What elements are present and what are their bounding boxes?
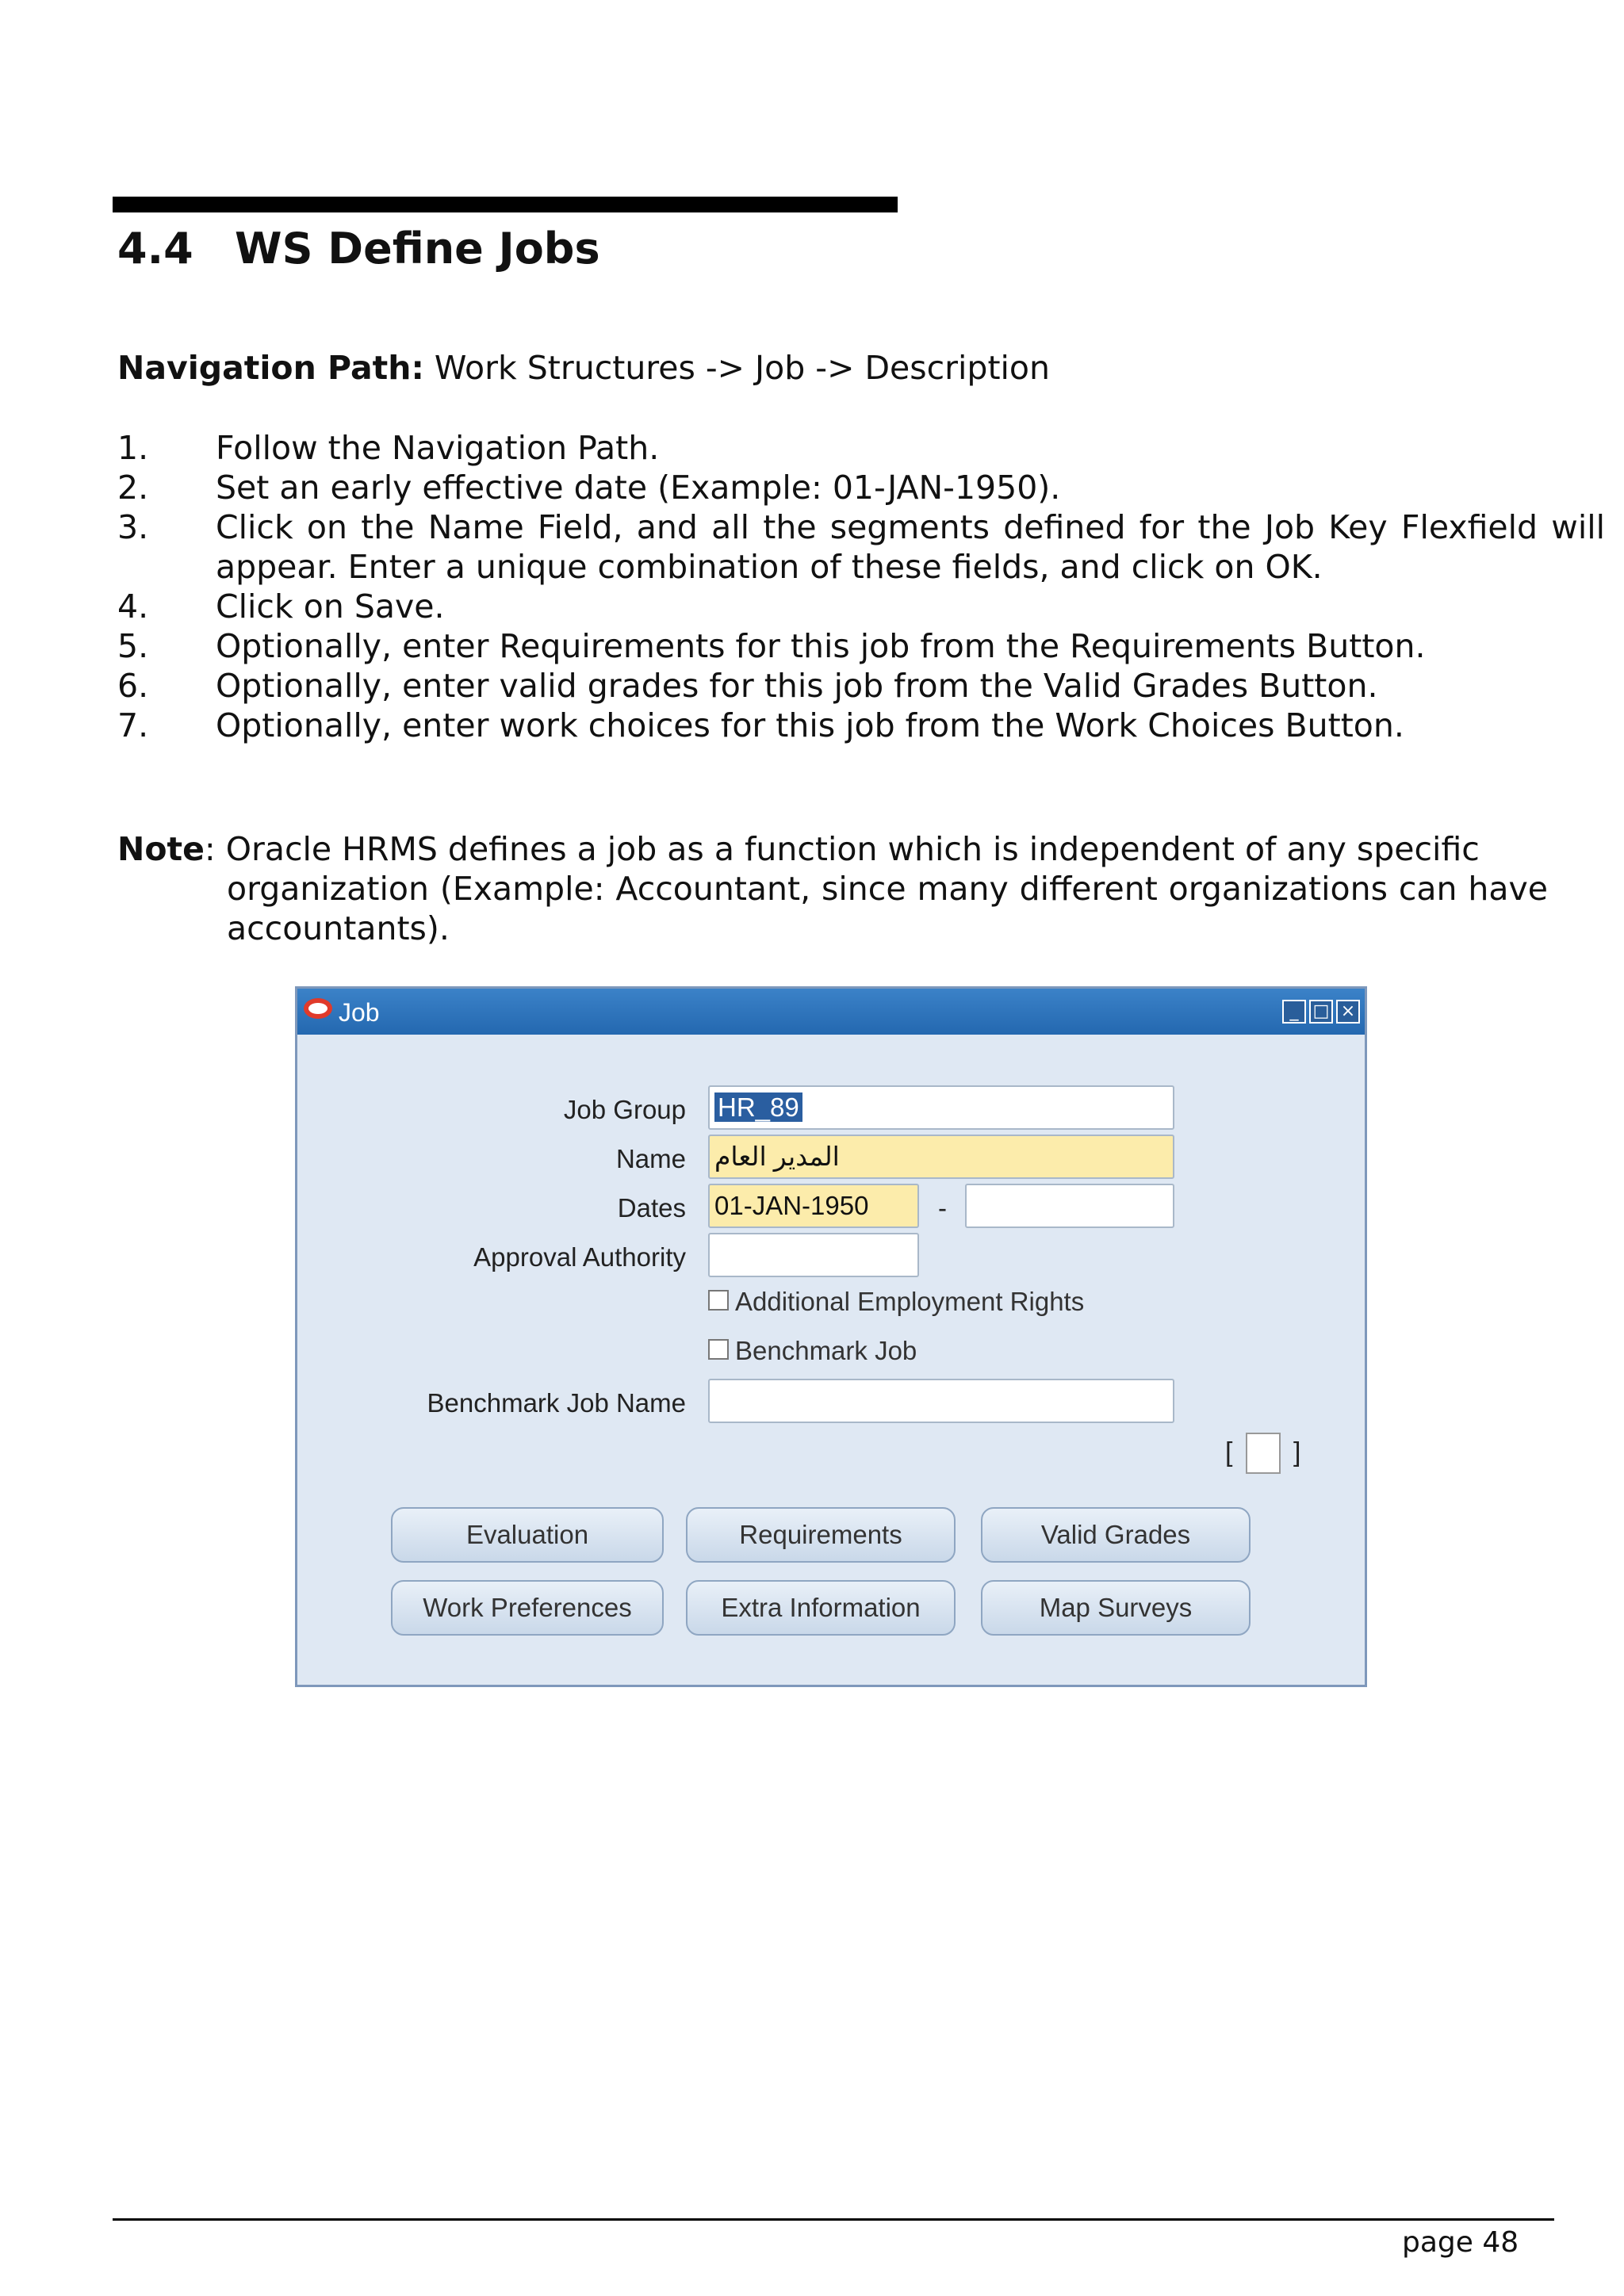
section-rule [113, 197, 898, 212]
step-number: 6. [117, 667, 149, 705]
step-text: Optionally, enter work choices for this job from the Work Choices Button. [216, 706, 1404, 744]
note-text-rest: organization (Example: Accountant, since many different organizations can have accountants). [227, 870, 1548, 947]
extra-information-button[interactable]: Extra Information [686, 1580, 956, 1636]
note-label: Note [117, 830, 205, 868]
list-item [117, 666, 1545, 706]
navigation-label: Navigation Path: [117, 349, 424, 387]
step-text: Optionally, enter Requirements for this job from the Requirements Button. [216, 627, 1426, 665]
date-to-field[interactable] [965, 1184, 1174, 1228]
step-text: Click on the Name Field, and all the segments defined for the Job Key Flexfield will appear. Enter a unique combination of these fields, and click on OK. [216, 508, 1605, 586]
list-item [117, 587, 1545, 626]
descriptive-flexfield[interactable] [1246, 1433, 1281, 1474]
approval-authority-field[interactable] [708, 1233, 919, 1277]
window-title: Job [339, 998, 380, 1027]
job-group-value: HR_89 [714, 1093, 802, 1122]
step-text: Set an early effective date (Example: 01-JAN-1950). [216, 469, 1061, 507]
dff-close-bracket: ] [1293, 1437, 1301, 1468]
date-from-value: 01-JAN-1950 [714, 1191, 869, 1220]
evaluation-button[interactable]: Evaluation [391, 1507, 664, 1563]
step-text: Click on Save. [216, 587, 445, 626]
section-heading [117, 224, 600, 274]
steps-list [117, 428, 1605, 745]
step-text: Optionally, enter valid grades for this job from the Valid Grades Button. [216, 667, 1378, 705]
step-text: Follow the Navigation Path. [216, 429, 660, 467]
job-group-label: Job Group [563, 1095, 686, 1124]
section-title: WS Define Jobs [235, 224, 600, 274]
valid-grades-button[interactable]: Valid Grades [981, 1507, 1251, 1563]
dates-label: Dates [617, 1193, 686, 1223]
additional-rights-checkbox[interactable] [708, 1290, 729, 1311]
name-label: Name [615, 1144, 686, 1173]
list-item [117, 626, 1545, 666]
window-controls [1282, 1000, 1360, 1024]
step-number: 2. [117, 469, 149, 507]
list-item [117, 468, 1545, 507]
list-item [117, 507, 1605, 587]
name-value: المدير العام [714, 1142, 840, 1171]
benchmark-job-name-field[interactable] [708, 1379, 1174, 1423]
note-text-first: : Oracle HRMS defines a job as a function which is independent of any specific [204, 830, 1480, 868]
job-window [295, 986, 1367, 1687]
page-number: page 48 [1402, 2226, 1519, 2259]
list-item [117, 706, 1545, 745]
oracle-logo-icon [304, 998, 332, 1019]
step-number: 7. [117, 706, 149, 744]
requirements-button[interactable]: Requirements [686, 1507, 956, 1563]
work-preferences-button[interactable]: Work Preferences [391, 1580, 664, 1636]
approval-authority-label: Approval Authority [473, 1242, 686, 1272]
name-field[interactable] [708, 1135, 1174, 1179]
date-separator: - [938, 1193, 947, 1223]
note-paragraph [117, 829, 1548, 948]
list-item [117, 428, 1545, 468]
dff-open-bracket: [ [1225, 1437, 1233, 1468]
additional-rights-label: Additional Employment Rights [735, 1287, 1085, 1316]
step-number: 1. [117, 429, 149, 467]
window-title-bar[interactable] [297, 989, 1365, 1035]
step-number: 5. [117, 627, 149, 665]
date-from-field[interactable] [708, 1184, 919, 1228]
maximize-icon[interactable]: □ [1309, 1000, 1333, 1024]
navigation-path [117, 349, 1050, 387]
step-number: 3. [117, 508, 149, 546]
navigation-value: Work Structures -> Job -> Description [434, 349, 1050, 387]
job-group-field[interactable] [708, 1085, 1174, 1130]
close-icon[interactable]: × [1336, 1000, 1360, 1024]
benchmark-job-name-label: Benchmark Job Name [427, 1388, 686, 1418]
benchmark-job-checkbox[interactable] [708, 1339, 729, 1360]
benchmark-job-label: Benchmark Job [735, 1336, 917, 1365]
section-number: 4.4 [117, 224, 193, 274]
map-surveys-button[interactable]: Map Surveys [981, 1580, 1251, 1636]
step-number: 4. [117, 587, 149, 626]
footer-rule [113, 2218, 1554, 2221]
minimize-icon[interactable]: _ [1282, 1000, 1306, 1024]
